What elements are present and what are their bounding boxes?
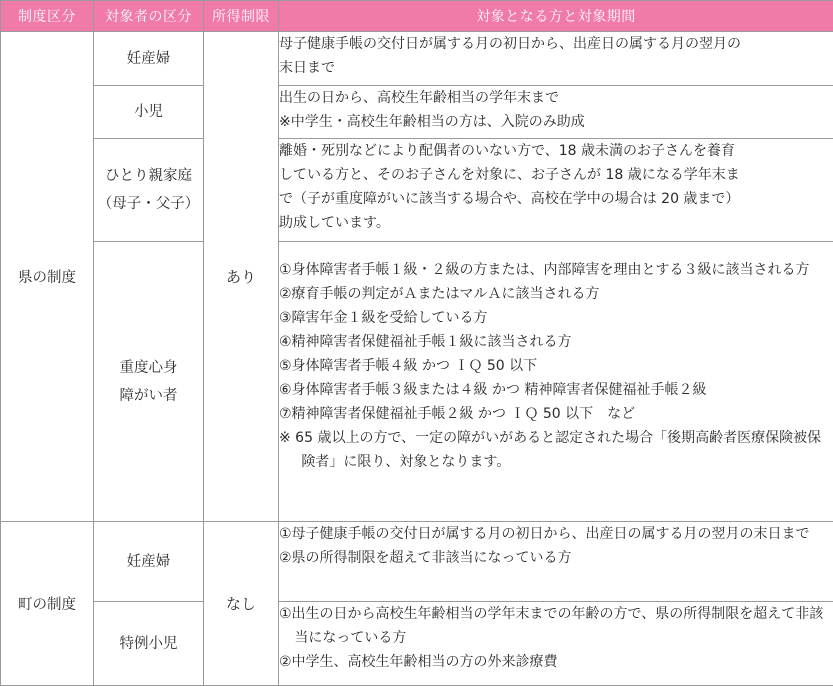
group-special-children: 特例小児	[94, 602, 204, 686]
table-row	[1, 86, 833, 139]
criteria-item: ②県の所得制限を超えて非該当になっている方	[279, 550, 572, 566]
criteria-item: ②療育手帳の判定がＡまたはマルＡに該当される方	[279, 286, 600, 302]
coverage-town-expectant-mothers	[279, 522, 833, 602]
coverage-expectant-mothers	[279, 32, 833, 86]
criteria-item: ①母子健康手帳の交付日が属する月の初日から、出産日の属する月の翌月の末日まで	[279, 526, 810, 542]
group-expectant-mothers: 妊産婦	[94, 32, 204, 86]
system-town: 町の制度	[1, 522, 94, 686]
group-children: 小児	[94, 86, 204, 139]
header-income-limit: 所得制限	[204, 1, 279, 32]
coverage-severe-disability	[279, 242, 833, 522]
header-target-group: 対象者の区分	[94, 1, 204, 32]
table-row	[1, 32, 833, 86]
coverage-special-children	[279, 602, 833, 686]
table-row	[1, 522, 833, 602]
group-severe-disability	[94, 242, 204, 522]
criteria-item: ⑥身体障害者手帳３級または４級 かつ 精神障害者保健福祉手帳２級	[279, 382, 707, 398]
group-single-parent	[94, 139, 204, 242]
group-label-line: （母子・父子）	[97, 196, 200, 212]
coverage-line: している方と、そのお子さんを対象に、お子さんが 18 歳になる学年末ま	[279, 167, 740, 183]
criteria-item: ⑤身体障害者手帳４級 かつ ＩＱ 50 以下	[279, 358, 538, 374]
header-coverage: 対象となる方と対象期間	[279, 1, 833, 32]
header-row	[1, 1, 833, 32]
coverage-line: 離婚・死別などにより配偶者のいない方で、18 歳未満のお子さんを養育	[279, 143, 735, 159]
criteria-note: ※ 65 歳以上の方で、一定の障がいがあると認定された場合「後期高齢者医療保険被保険者」に限り、対象となります。	[279, 430, 822, 470]
criteria-item: ④精神障害者保健福祉手帳１級に該当される方	[279, 334, 572, 350]
header-system: 制度区分	[1, 1, 94, 32]
group-town-expectant-mothers: 妊産婦	[94, 522, 204, 602]
coverage-line: で（子が重度障がいに該当する場合や、高校在学中の場合は 20 歳まで）	[279, 191, 740, 207]
criteria-item: ③障害年金１級を受給している方	[279, 310, 488, 326]
system-prefecture: 県の制度	[1, 32, 94, 522]
criteria-item: ⑦精神障害者保健福祉手帳２級 かつ ＩＱ 50 以下 など	[279, 406, 636, 422]
criteria-item: ②中学生、高校生年齢相当の方の外来診療費	[279, 654, 558, 670]
table-row	[1, 139, 833, 242]
group-label-line: ひとり親家庭	[105, 168, 192, 184]
table-row	[1, 602, 833, 686]
group-label-line: 障がい者	[119, 387, 178, 404]
criteria-item: ①出生の日から高校生年齢相当の学年末までの年齢の方で、県の所得制限を超えて非該当になっている方	[279, 606, 824, 646]
coverage-line: 末日まで	[279, 60, 335, 76]
income-limit-town: なし	[204, 522, 279, 686]
criteria-item: ①身体障害者手帳１級・２級の方または、内部障害を理由とする３級に該当される方	[279, 262, 810, 278]
coverage-line: ※中学生・高校生年齢相当の方は、入院のみ助成	[279, 114, 585, 130]
coverage-line: 助成しています。	[279, 215, 390, 231]
coverage-line: 母子健康手帳の交付日が属する月の初日から、出産日の属する月の翌月の	[279, 36, 741, 52]
income-limit-prefecture: あり	[204, 32, 279, 522]
coverage-single-parent	[279, 139, 833, 242]
coverage-children	[279, 86, 833, 139]
coverage-line: 出生の日から、高校生年齢相当の学年末まで	[279, 90, 559, 106]
group-label-line: 重度心身	[119, 359, 178, 376]
table-row	[1, 242, 833, 522]
